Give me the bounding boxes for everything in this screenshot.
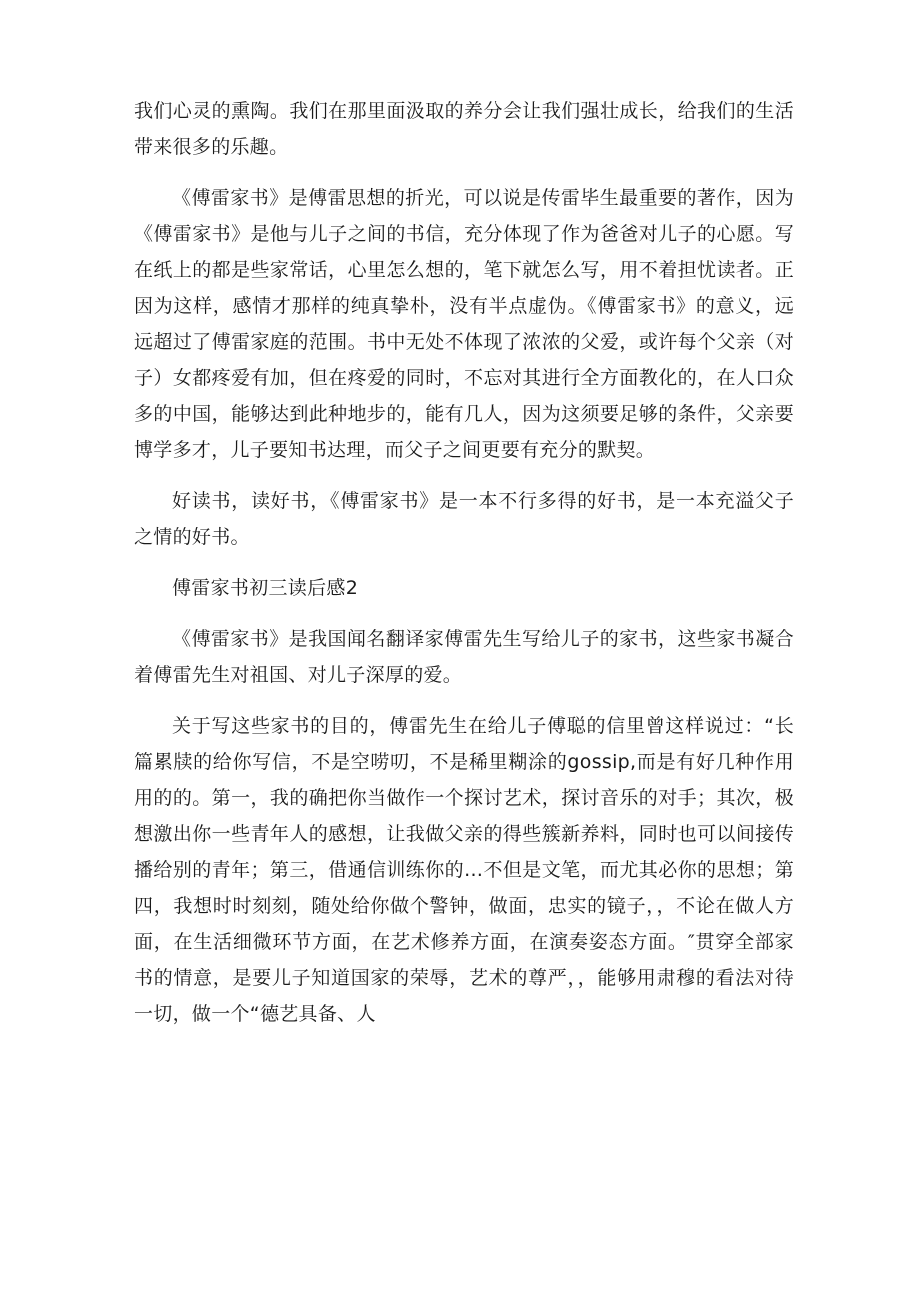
paragraph-book-significance: 《傅雷家书》是傅雷思想的折光，可以说是传雷毕生最重要的著作，因为《傅雷家书》是他与儿子之间的书信，充分体现了作为爸爸对儿子的心愿。写在纸上的都是些家常话，心里怎么想的，笔下就怎么写，用不着担忧读者。正因为这样，感情才那样的纯真挚朴，没有半点虚伪。《傅雷家书》的意义，远远超过了傅雷家庭的范围。书中无处不体现了浓浓的父爱，或许每个父亲（对子）女都疼爱有加，但在疼爱的同时，不忘对其进行全方面教化的，在人口众多的中国，能够达到此种地步的，能有几人，因为这须要足够的条件，父亲要博学多才，儿子要知书达理，而父子之间更要有充分的默契。 [134,187,794,461]
paragraph-continued: 我们心灵的熏陶。我们在那里面汲取的养分会让我们强壮成长，给我们的生活带来很多的乐趣。 [134,100,794,158]
paragraph-letter-purpose: 关于写这些家书的目的，傅雷先生在给儿子傅聪的信里曾这样说过：“长篇累牍的给你写信，不是空唠叨，不是稀里糊涂的gossip,而是有好几种作用用的的。第一，我的确把你当做作一个探讨艺术，探讨音乐的对手；其次，极想激出你一些青年人的感想，让我做父亲的得些簇新养料，同时也可以间接传播给别的青年；第三，借通信训练你的…不但是文笔，而尤其必你的思想；第四，我想时时刻刻，随处给你做个警钟，做面，忠实的镜子，，不论在做人方面，在生活细微环节方面，在艺术修养方面，在演奏姿态方面。″贯穿全部家书的情意，是要儿子知道国家的荣辱，艺术的尊严，，能够用肃穆的看法对待一切，做一个“德艺具备、人 [134,715,794,1025]
document-body [134,93,794,1047]
section-heading: 傅雷家书初三读后感2 [172,577,359,599]
paragraph-introduction: 《傅雷家书》是我国闻名翻译家傅雷先生写给儿子的家书，这些家书凝合着傅雷先生对祖国、对儿子深厚的爱。 [134,628,794,686]
paragraph-good-book: 好读书，读好书，《傅雷家书》是一本不行多得的好书，是一本充溢父子之情的好书。 [134,490,794,548]
